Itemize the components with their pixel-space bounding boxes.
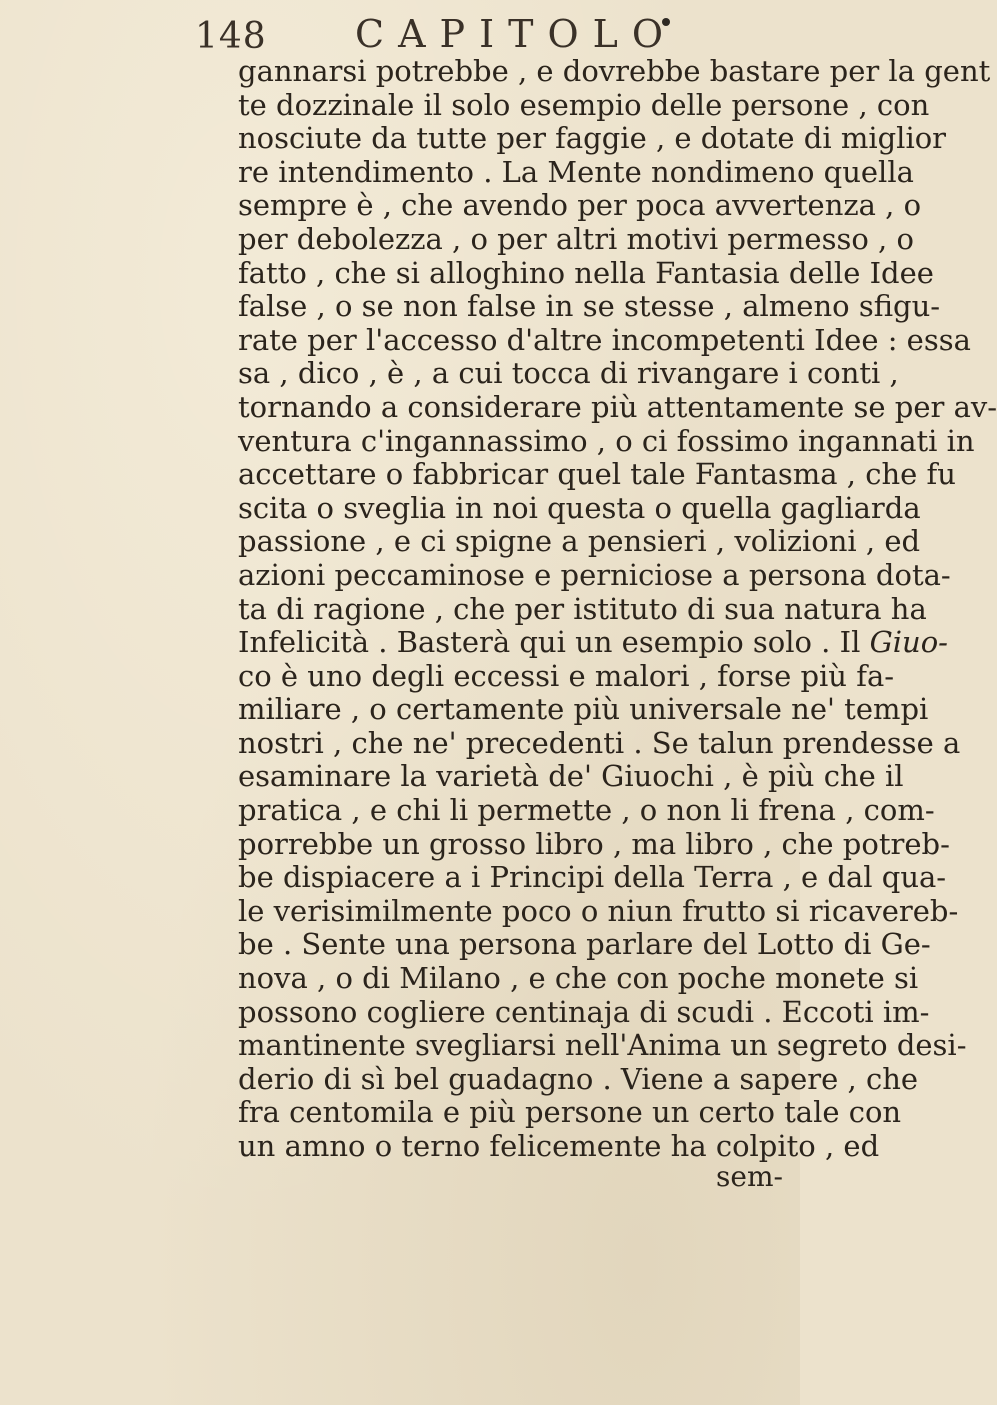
text-line: te dozzinale il solo esempio delle persone , con <box>238 87 930 122</box>
text-line: scita o sveglia in noi questa o quella gagliarda <box>238 490 921 525</box>
text-line: be dispiacere a i Principi della Terra , e dal qua- <box>238 860 947 895</box>
text-line: azioni peccaminose e perniciose a persona dota- <box>238 557 951 592</box>
text-line: re intendimento . La Mente nondimeno quella <box>238 154 914 189</box>
text-line: le verisimilmente poco o niun frutto si ricavereb- <box>238 893 959 928</box>
italic-word: Giuo- <box>869 625 948 660</box>
text-line: per debolezza , o per altri motivi permesso , o <box>238 221 914 256</box>
text-line: sempre è , che avendo per poca avvertenza , o <box>238 188 922 223</box>
text-line: be . Sente una persona parlare del Lotto di Ge- <box>238 927 931 962</box>
text-line: nosciute da tutte per faggie , e dotate di miglior <box>238 121 947 156</box>
text-line: miliare , o certamente più universale ne' tempi <box>238 692 929 727</box>
text-line: fra centomila e più persone un certo tale con <box>238 1095 902 1130</box>
text-line-part: Infelicità . Basterà qui un esempio solo . Il <box>238 625 870 660</box>
catchword: sem- <box>716 1160 783 1193</box>
text-line: gannarsi potrebbe , e dovrebbe bastare per la gent <box>238 54 991 88</box>
text-line: false , o se non false in se stesse , almeno sfigu- <box>238 289 941 324</box>
text-line: passione , e ci spigne a pensieri , volizioni , ed <box>238 524 921 559</box>
text-line: sa , dico , è , a cui tocca di rivangare i conti , <box>238 356 899 391</box>
body-text <box>238 54 997 1165</box>
text-line: un amno o terno felicemente ha colpito , ed <box>238 1129 880 1163</box>
text-line: ta di ragione , che per istituto di sua natura ha <box>238 591 927 626</box>
running-head: CAPITOLO <box>355 12 677 56</box>
text-line: co è uno degli eccessi e malori , forse più fa- <box>238 658 895 693</box>
text-line: derio di sì bel guadagno . Viene a sapere , che <box>238 1061 919 1096</box>
text-line: esaminare la varietà de' Giuochi , è più che il <box>238 759 904 794</box>
text-line: ventura c'ingannassimo , o ci fossimo ingannati in <box>238 423 975 458</box>
text-line: nostri , che ne' precedenti . Se talun prendesse a <box>238 725 961 760</box>
text-line: fatto , che si alloghino nella Fantasia delle Idee <box>238 255 934 290</box>
text-line: tornando a considerare più attentamente se per av- <box>238 389 997 424</box>
text-line: porrebbe un grosso libro , ma libro , che potreb- <box>238 826 950 861</box>
text-line <box>238 625 948 660</box>
page-number: 148 <box>195 16 267 57</box>
text-line: nova , o di Milano , e che con poche monete si <box>238 961 919 996</box>
text-line: pratica , e chi li permette , o non li frena , com- <box>238 793 935 828</box>
text-line: mantinente svegliarsi nell'Anima un segreto desi- <box>238 1028 967 1063</box>
text-line: possono cogliere centinaja di scudi . Eccoti im- <box>238 994 930 1029</box>
text-line: rate per l'accesso d'altre incompetenti Idee : essa <box>238 322 971 357</box>
text-line: accettare o fabbricar quel tale Fantasma , che fu <box>238 457 956 492</box>
